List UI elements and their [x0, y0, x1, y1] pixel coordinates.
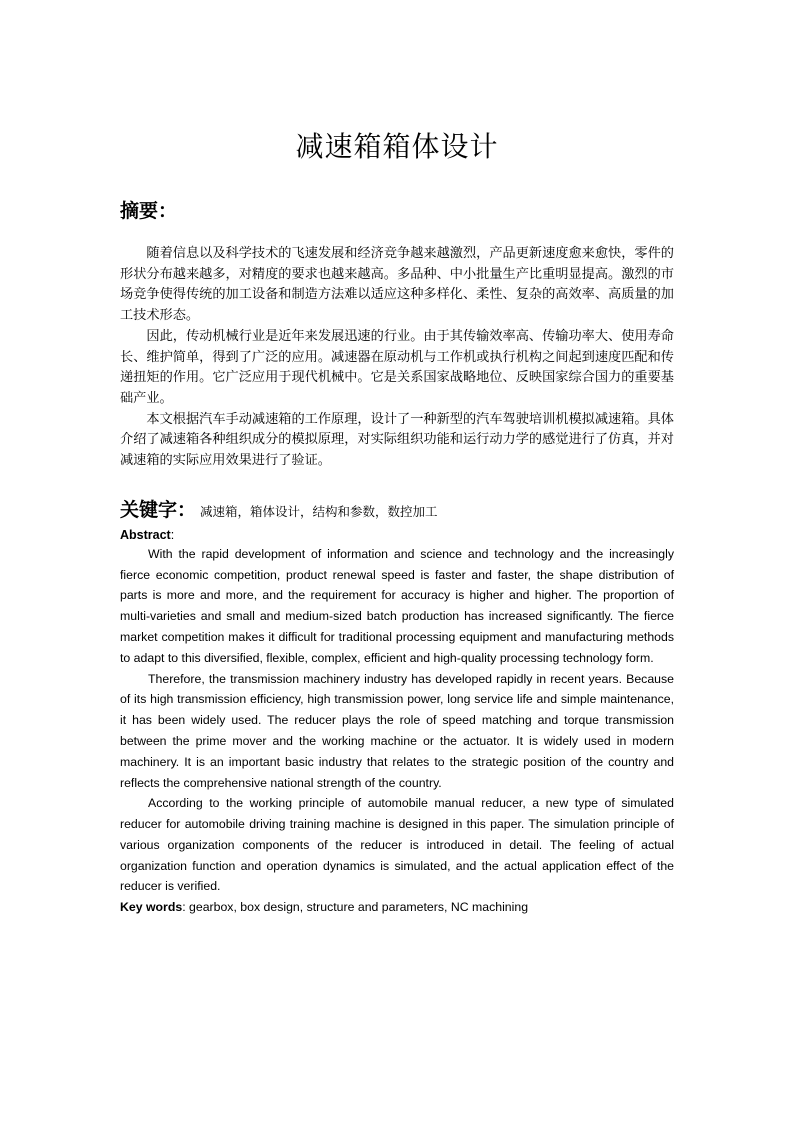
abstract-cn-paragraph: 因此，传动机械行业是近年来发展迅速的行业。由于其传输效率高、传输功率大、使用寿命长、维护简单，得到了广泛的应用。减速器在原动机与工作机或执行机构之间起到速度匹配和传递扭矩的作用。它广泛应用于现代机械中。它是关系国家战略地位、反映国家综合国力的重要基础产业。 [120, 328, 674, 406]
abstract-en-paragraph: According to the working principle of automobile manual reducer, a new type of simulated reducer for automobile driving training machine is designed in this paper. The simulation principle of various organization components of the reducer is introduced in detail. The feeling of actual organization function and operation dynamics is simulated, and the actual application effect of the reducer is verified. [120, 796, 674, 894]
abstract-en-heading [120, 526, 674, 544]
abstract-en-body [120, 544, 674, 898]
abstract-en-paragraph: Therefore, the transmission machinery industry has developed rapidly in recent years. Because of its high transmission efficiency, high transmission power, long service life and simple maintenance, it has been widely used. The reducer plays the role of speed matching and torque transmission between the prime mover and the working machine or the actuator. It is widely used in modern machinery. It is an important basic industry that relates to the strategic position of the country and reflects the comprehensive national strength of the country. [120, 671, 674, 790]
keywords-cn-text: 减速箱，箱体设计，结构和参数，数控加工 [200, 503, 438, 519]
keywords-cn [120, 497, 674, 523]
abstract-cn-heading: 摘要： [120, 200, 178, 222]
abstract-en-paragraph: With the rapid development of information and science and technology and the increasingly fierce economic competition, product renewal speed is faster and faster, the shape distribution of parts is more and more, and the requirement for accuracy is higher and higher. The proportion of multi-varieties and small and medium-sized batch production has increased significantly. The fierce market competition makes it difficult for traditional processing equipment and manufacturing methods to adapt to this diversified, flexible, complex, efficient and high-quality processing technology form. [120, 546, 674, 665]
abstract-cn-body [120, 244, 674, 472]
keywords-en-label: Key words [120, 900, 183, 915]
keywords-cn-label: 关键字： [120, 498, 197, 521]
document-title: 减速箱箱体设计 [295, 130, 499, 163]
abstract-cn-paragraph: 本文根据汽车手动减速箱的工作原理，设计了一种新型的汽车驾驶培训机模拟减速箱。具体介绍了减速箱各种组织成分的模拟原理，对实际组织功能和运行动力学的感觉进行了仿真，并对减速箱的实际应用效果进行了验证。 [120, 411, 674, 469]
abstract-en-label: Abstract [120, 527, 171, 542]
keywords-en-text: : gearbox, box design, structure and parameters, NC machining [182, 900, 529, 915]
page-content [120, 0, 674, 918]
abstract-cn-paragraph: 随着信息以及科学技术的飞速发展和经济竞争越来越激烈，产品更新速度愈来愈快，零件的形状分布越来越多，对精度的要求也越来越高。多品种、中小批量生产比重明显提高。激烈的市场竞争使得传统的加工设备和制造方法难以适应这种多样化、柔性、复杂的高效率、高质量的加工技术形态。 [120, 246, 674, 324]
abstract-en-colon: : [170, 527, 175, 542]
keywords-en [120, 897, 674, 918]
